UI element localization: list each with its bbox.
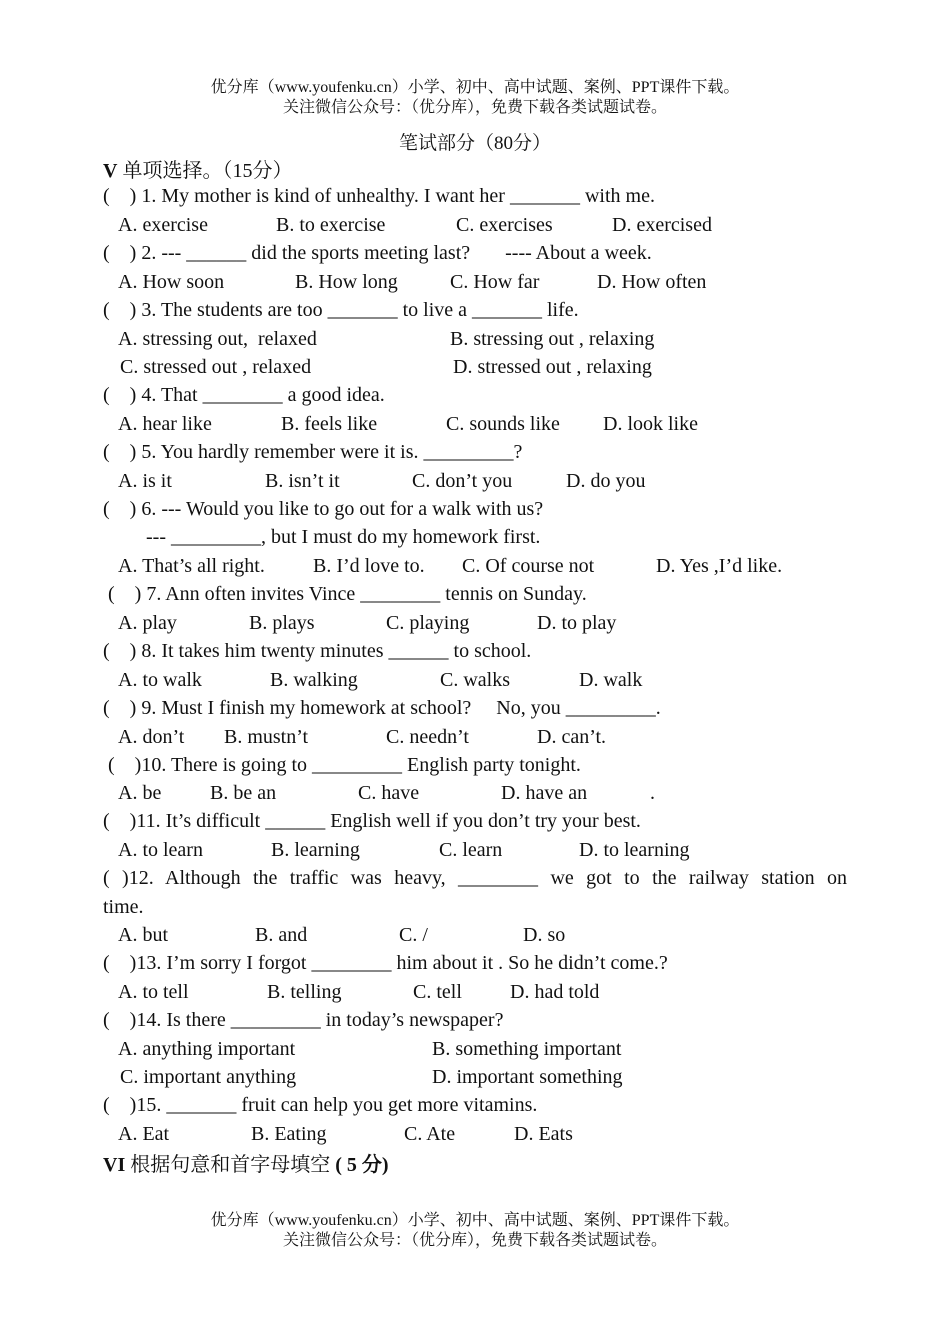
option-b: B. Eating [251,1123,327,1145]
page-title: 笔试部分（80分） [398,133,551,154]
option-d: D. important something [432,1066,623,1088]
option-a: A. is it [118,470,172,492]
option-a: A. to tell [118,981,189,1003]
option-a: A. be [118,782,162,804]
section-heading-v [103,154,292,183]
option-a: A. but [118,924,168,946]
question-continuation: --- _________, but I must do my homework first. [146,526,541,548]
option-b: B. mustn’t [224,726,309,748]
section-text: 根据句意和首字母填空 [130,1154,331,1176]
option-c: C. sounds like [446,413,560,435]
section-text: 单项选择。（15分） [122,160,293,182]
question-stem: ( ) 9. Must I finish my homework at school? No, you _________. [103,697,661,719]
option-b: B. to exercise [276,214,386,236]
option-a: A. anything important [118,1038,296,1060]
site-footer-line2: 关注微信公众号：（优分库），免费下载各类试题试卷。 [282,1232,667,1249]
option-a: A. exercise [118,214,208,236]
option-d: D. exercised [612,214,712,236]
section-score: ( 5 分) [335,1154,389,1176]
option-a: A. to learn [118,839,203,861]
option-b: B. isn’t it [265,470,340,492]
option-b: B. something important [432,1038,622,1060]
option-c: C. needn’t [386,726,469,748]
question-stem: ( ) 8. It takes him twenty minutes ______ to school. [103,640,532,662]
option-d: D. have an [501,782,588,804]
option-a: A. to walk [118,669,202,691]
question-stem: ( ) 4. That ________ a good idea. [103,384,385,406]
question-continuation: time. [103,896,144,918]
option-c: C. exercises [456,214,553,236]
option-c: C. have [358,782,420,804]
question-stem: ( ) 7. Ann often invites Vince ________ tennis on Sunday. [103,583,587,605]
site-footer-line1: 优分库（www.youfenku.cn）小学、初中、高中试题、案例、PPT课件下载。 [210,1212,740,1229]
option-d: D. so [523,924,566,946]
option-a: A. don’t [118,726,185,748]
question-stem: ( ) 5. You hardly remember were it is. _________? [103,441,523,463]
option-d: D. stressed out , relaxing [453,356,652,378]
option-d: D. can’t. [537,726,607,748]
option-d: D. had told [510,981,600,1003]
option-b: B. be an [210,782,277,804]
option-a: A. stressing out, relaxed [118,328,317,350]
option-c: C. How far [450,271,540,293]
option-b: B. I’d love to. [313,555,425,577]
option-c: C. important anything [120,1066,297,1088]
option-b: B. telling [267,981,342,1003]
option-c: C. Ate [404,1123,456,1145]
option-b: B. How long [295,271,398,293]
question-stem: ( )10. There is going to _________ English party tonight. [103,754,581,776]
option-a: A. hear like [118,413,212,435]
option-a: A. play [118,612,177,634]
section-number: VI [103,1154,126,1176]
option-d: D. to play [537,612,617,634]
option-d: D. How often [597,271,707,293]
option-a: A. How soon [118,271,225,293]
option-d: D. Eats [514,1123,573,1145]
option-d: D. to learning [579,839,690,861]
option-b: B. stressing out , relaxing [450,328,655,350]
section-number: V [103,160,118,182]
option-c: C. stressed out , relaxed [120,356,312,378]
option-b: B. feels like [281,413,378,435]
question-stem: ( ) 1. My mother is kind of unhealthy. I want her _______ with me. [103,185,655,207]
question-stem: ( )12. Although the traffic was heavy, ________ we got to the railway station on [103,867,847,889]
option-b: B. walking [270,669,358,691]
option-c: C. playing [386,612,470,634]
question-stem: ( )13. I’m sorry I forgot ________ him about it . So he didn’t come.? [103,952,668,974]
option-c: C. learn [439,839,503,861]
question-stem: ( ) 2. --- ______ did the sports meeting last? ---- About a week. [103,242,652,264]
question-stem: ( ) 3. The students are too _______ to live a _______ life. [103,299,579,321]
site-header-line2: 关注微信公众号：（优分库），免费下载各类试题试卷。 [282,99,667,116]
option-b: B. learning [271,839,360,861]
option-d: D. Yes ,I’d like. [656,555,783,577]
option-a: A. Eat [118,1123,170,1145]
option-b: B. and [255,924,308,946]
option-d: D. do you [566,470,646,492]
section-heading-vi [103,1148,389,1177]
option-d: D. walk [579,669,643,691]
option-c: C. walks [440,669,510,691]
site-header-line1: 优分库（www.youfenku.cn）小学、初中、高中试题、案例、PPT课件下载。 [210,79,740,96]
option-d: D. look like [603,413,698,435]
question-stem: ( )15. _______ fruit can help you get more vitamins. [103,1094,538,1116]
trailing-period: . [650,782,655,804]
option-c: C. don’t you [412,470,513,492]
question-stem: ( )14. Is there _________ in today’s newspaper? [103,1009,504,1031]
question-stem: ( ) 6. --- Would you like to go out for a walk with us? [103,498,544,520]
option-a: A. That’s all right. [118,555,265,577]
option-b: B. plays [249,612,315,634]
question-stem: ( )11. It’s difficult ______ English well if you don’t try your best. [103,810,641,832]
option-c: C. Of course not [462,555,595,577]
option-c: C. tell [413,981,462,1003]
option-c: C. / [399,924,428,946]
